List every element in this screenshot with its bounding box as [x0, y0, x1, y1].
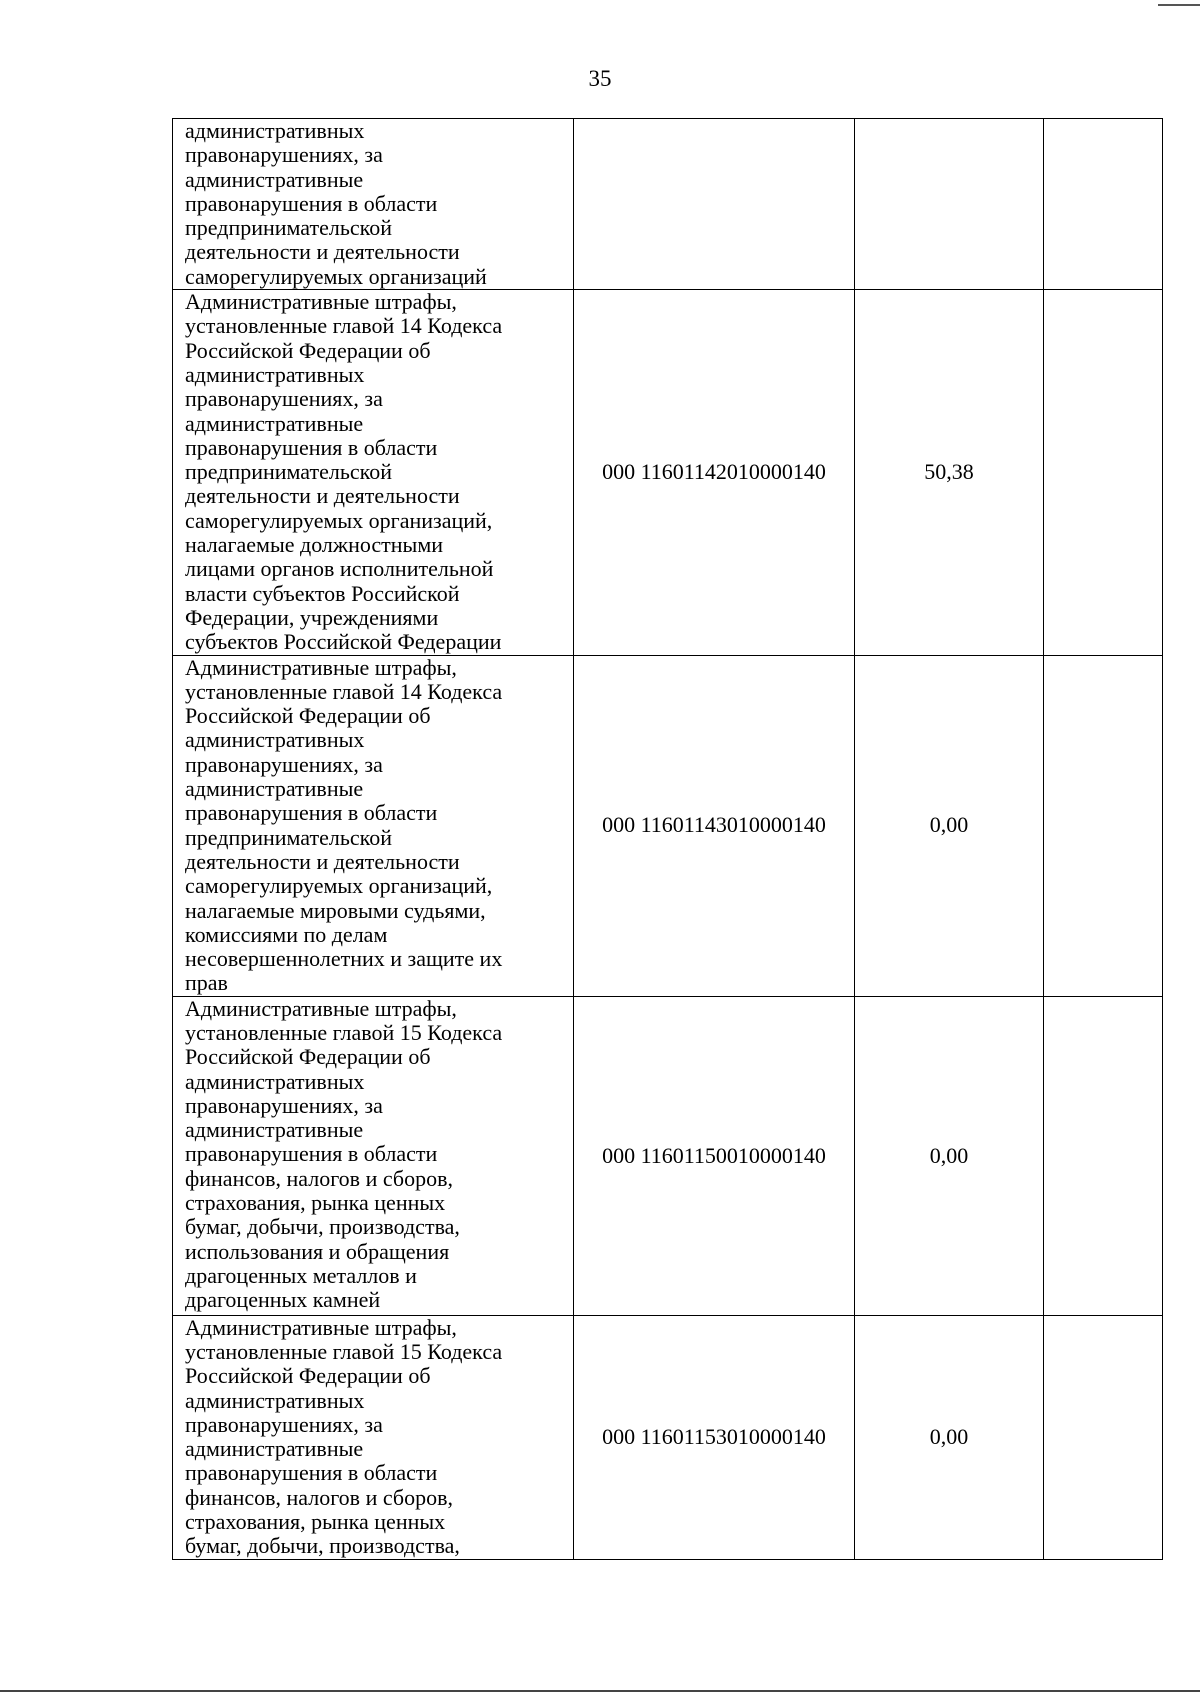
amount-cell: 0,00 [855, 996, 1044, 1315]
amount-cell [855, 119, 1044, 290]
budget-revenue-table [172, 118, 1163, 1560]
table-row [173, 1315, 1163, 1559]
revenue-name-text: административных правонарушениях, за административные правонарушения в области предпринимательской деятельности и деятельности саморегулируемых организаций [185, 118, 487, 289]
extra-cell [1044, 655, 1163, 996]
page-number: 35 [588, 66, 612, 91]
extra-cell [1044, 119, 1163, 290]
revenue-name-text: Административные штрафы, установленные главой 15 Кодекса Российской Федерации об административных правонарушениях, за административные правонарушения в области финансов, налогов и сборов, страхования, рынка ценных бумаг, добычи, производства, использования и обращения драгоценных металлов и драгоценных камней [185, 995, 503, 1313]
table-row [173, 119, 1163, 290]
scan-edge-mark-top [1158, 0, 1200, 6]
extra-cell [1044, 1315, 1163, 1559]
revenue-name-cell [173, 119, 574, 290]
table-row [173, 996, 1163, 1315]
amount-cell: 0,00 [855, 655, 1044, 996]
extra-cell [1044, 290, 1163, 655]
budget-code-cell [574, 119, 855, 290]
revenue-name-text: Административные штрафы, установленные главой 15 Кодекса Российской Федерации об административных правонарушениях, за административные правонарушения в области финансов, налогов и сборов, страхования, рынка ценных бумаг, добычи, производства, [185, 1314, 503, 1559]
amount-cell: 50,38 [855, 290, 1044, 655]
budget-code-cell: 000 11601150010000140 [574, 996, 855, 1315]
revenue-name-text: Административные штрафы, установленные главой 14 Кодекса Российской Федерации об административных правонарушениях, за административные правонарушения в области предпринимательской деятельности и деятельности саморегулируемых организаций, налагаемые должностными лицами органов исполнительной власти субъектов Российской Федерации, учреждениями субъектов Российской Федерации [185, 289, 503, 655]
revenue-name-text: Административные штрафы, установленные главой 14 Кодекса Российской Федерации об административных правонарушениях, за административные правонарушения в области предпринимательской деятельности и деятельности саморегулируемых организаций, налагаемые мировыми судьями, комиссиями по делам несовершеннолетних и защите их прав [185, 654, 503, 996]
revenue-name-cell [173, 1315, 574, 1559]
budget-code-cell: 000 11601143010000140 [574, 655, 855, 996]
budget-code-cell: 000 11601142010000140 [574, 290, 855, 655]
revenue-name-cell [173, 655, 574, 996]
extra-cell [1044, 996, 1163, 1315]
budget-code-cell: 000 11601153010000140 [574, 1315, 855, 1559]
amount-cell: 0,00 [855, 1315, 1044, 1559]
revenue-name-cell [173, 290, 574, 655]
scan-edge-mark-bottom [0, 1690, 1200, 1692]
revenue-name-cell [173, 996, 574, 1315]
table-row [173, 655, 1163, 996]
table-row [173, 290, 1163, 655]
